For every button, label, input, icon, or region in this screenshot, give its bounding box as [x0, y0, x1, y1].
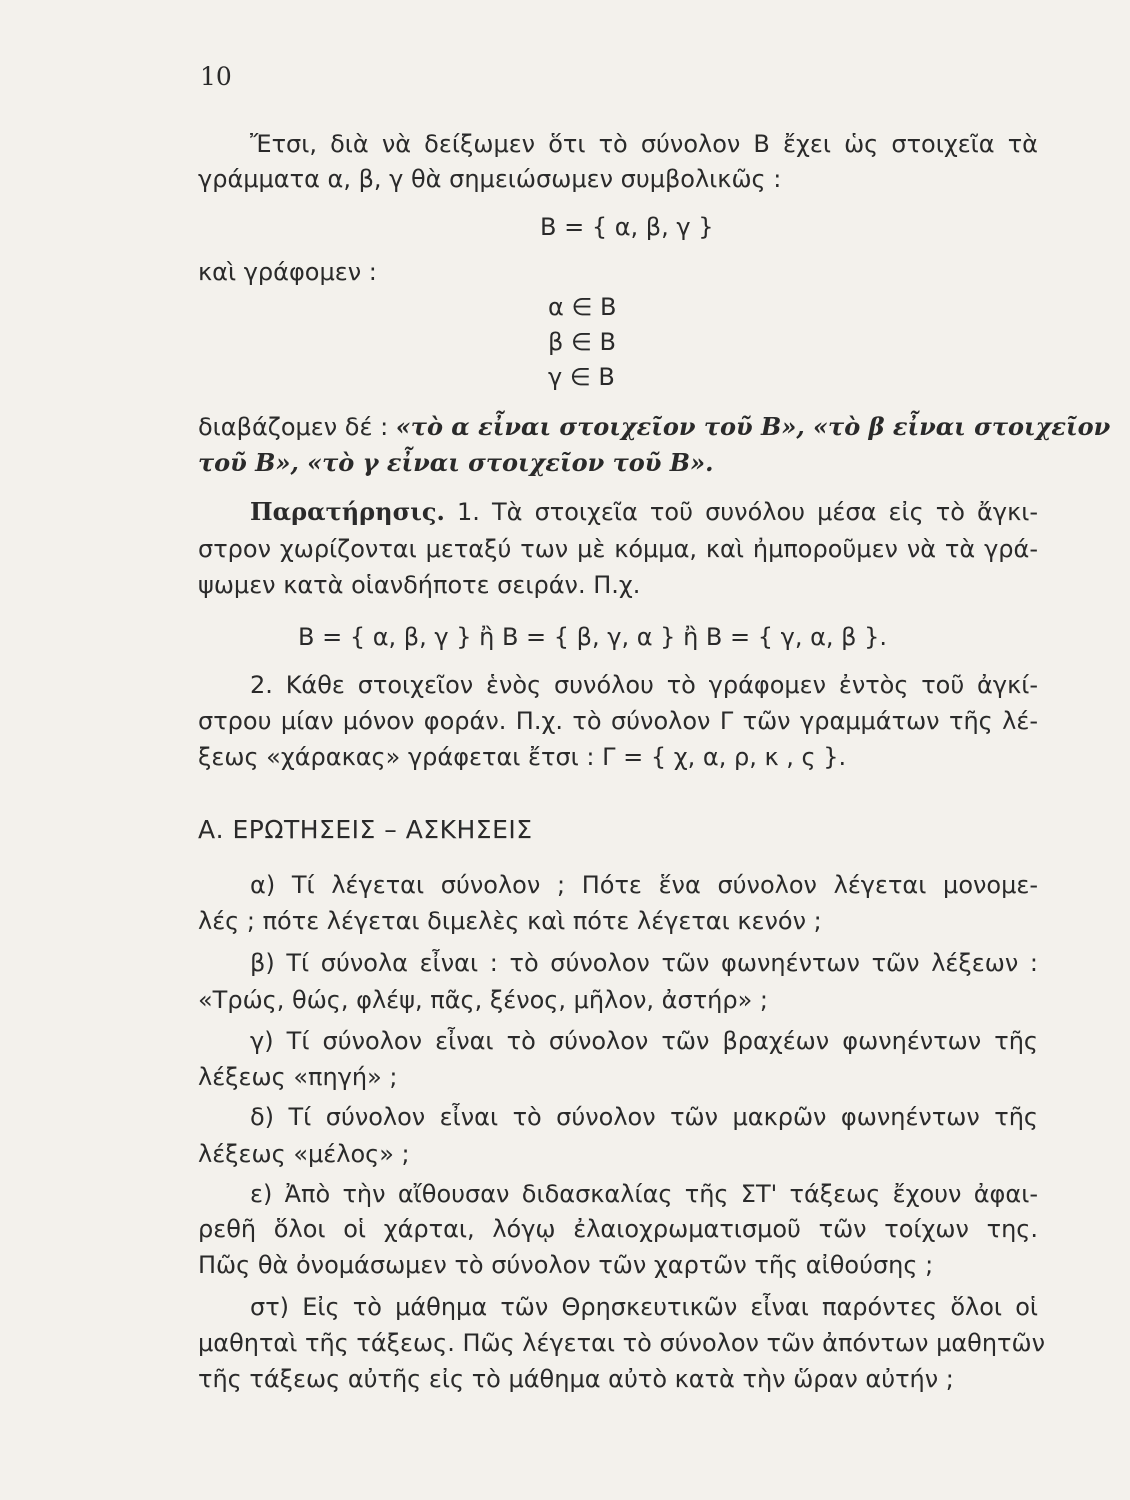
remark-line: στρον χωρίζονται μεταξύ των μὲ κόμμα, καὶ ἠμποροῦμεν νὰ τὰ γρά- — [198, 535, 1038, 563]
reading-bold: τοῦ Β», «τὸ γ εἶναι στοιχεῖον τοῦ Β». — [198, 448, 714, 477]
question-f: στ) Εἰς τὸ μάθημα τῶν Θρησκευτικῶν εἶναι παρόντες ὅλοι οἱ — [250, 1293, 1038, 1321]
question-f: μαθηταὶ τῆς τάξεως. Πῶς λέγεται τὸ σύνολον τῶν ἀπόντων μαθητῶν — [198, 1329, 1046, 1357]
page-number: 10 — [200, 62, 232, 91]
set-formula: Β = { α, β, γ } — [540, 213, 714, 241]
reading-bold: «τὸ α εἶναι στοιχεῖον τοῦ Β», «τὸ β εἶναι στοιχεῖον — [395, 412, 1111, 441]
question-c: λέξεως «πηγή» ; — [198, 1063, 398, 1091]
question-c: γ) Τί σύνολον εἶναι τὸ σύνολον τῶν βραχέων φωνηέντων τῆς — [250, 1027, 1038, 1055]
membership-line: β ∈ Β — [548, 328, 616, 356]
intro-line: Ἔτσι, διὰ νὰ δείξωμεν ὅτι τὸ σύνολον Β ἔχει ὡς στοιχεῖα τὰ — [250, 130, 1038, 158]
remark-line: στρου μίαν μόνον φοράν. Π.χ. τὸ σύνολον Γ τῶν γραμμάτων τῆς λέ- — [198, 707, 1038, 735]
remark-line: ψωμεν κατὰ οἱανδήποτε σειράν. Π.χ. — [198, 571, 641, 599]
question-a: λές ; πότε λέγεται διμελὲς καὶ πότε λέγεται κενόν ; — [198, 907, 822, 935]
question-f: τῆς τάξεως αὐτῆς εἰς τὸ μάθημα αὐτὸ κατὰ τὴν ὥραν αὐτήν ; — [198, 1365, 954, 1393]
question-b: β) Τί σύνολα εἶναι : τὸ σύνολον τῶν φωνηέντων τῶν λέξεων : — [250, 949, 1038, 977]
intro-line: καὶ γράφομεν : — [198, 258, 377, 286]
reading-line — [198, 410, 1111, 444]
remark-text: 1. Τὰ στοιχεῖα τοῦ συνόλου μέσα εἰς τὸ ἄγκι- — [456, 498, 1038, 526]
question-d: λέξεως «μέλος» ; — [198, 1140, 410, 1168]
intro-line: γράμματα α, β, γ θὰ σημειώσωμεν συμβολικῶς : — [198, 165, 782, 193]
question-d: δ) Τί σύνολον εἶναι τὸ σύνολον τῶν μακρῶν φωνηέντων τῆς — [250, 1103, 1038, 1131]
remark-line: 2. Κάθε στοιχεῖον ἑνὸς συνόλου τὸ γράφομεν ἐντὸς τοῦ ἀγκί- — [250, 671, 1038, 699]
question-e: ρεθῆ ὅλοι οἱ χάρται, λόγῳ ἐλαιοχρωματισμοῦ τῶν τοίχων της. — [198, 1215, 1038, 1243]
remark-formula: Β = { α, β, γ } ἢ Β = { β, γ, α } ἢ Β = { γ, α, β }. — [298, 623, 888, 651]
section-title: Α. ΕΡΩΤΗΣΕΙΣ – ΑΣΚΗΣΕΙΣ — [198, 815, 533, 844]
question-b: «Τρώς, θώς, φλέψ, πᾶς, ξένος, μῆλον, ἀστήρ» ; — [198, 986, 768, 1014]
question-e: Πῶς θὰ ὀνομάσωμεν τὸ σύνολον τῶν χαρτῶν τῆς αἰθούσης ; — [198, 1251, 934, 1279]
membership-line: γ ∈ Β — [548, 363, 615, 391]
question-e: ε) Ἀπὸ τὴν αἴθουσαν διδασκαλίας τῆς ΣΤ' τάξεως ἔχουν ἀφαι- — [250, 1180, 1038, 1208]
reading-lead: διαβάζομεν δέ : — [198, 413, 389, 441]
remark-label: Παρατήρησις. — [250, 497, 445, 526]
question-a: α) Τί λέγεται σύνολον ; Πότε ἕνα σύνολον λέγεται μονομε- — [250, 871, 1038, 899]
membership-line: α ∈ Β — [548, 293, 617, 321]
remark-line — [250, 495, 1038, 529]
remark-line: ξεως «χάρακας» γράφεται ἔτσι : Γ = { χ, α, ρ, κ , ς }. — [198, 743, 847, 771]
